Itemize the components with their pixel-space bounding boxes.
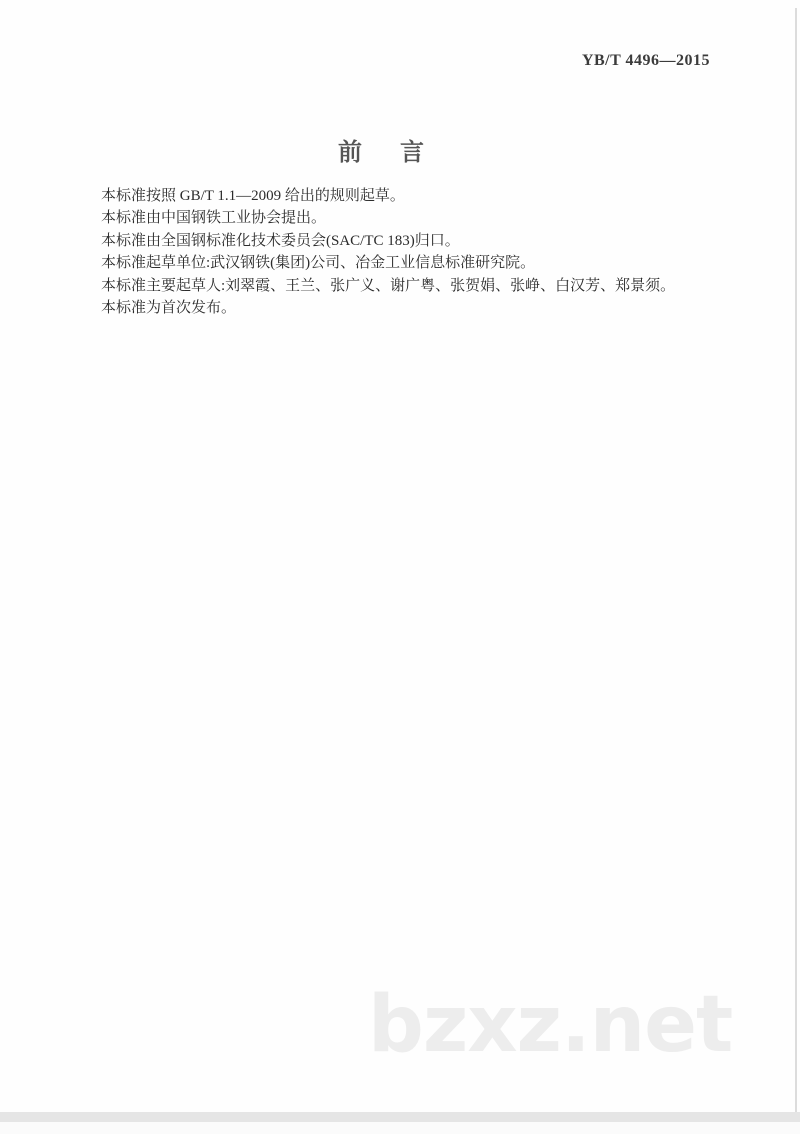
paragraph-main-drafters: 本标准主要起草人:刘翠霞、王兰、张广义、谢广粤、张贺娟、张峥、白汉芳、郑景须。 bbox=[101, 277, 676, 294]
foreword-body bbox=[101, 185, 701, 319]
paragraph-drafting-rules: 本标准按照 GB/T 1.1—2009 给出的规则起草。 bbox=[101, 188, 405, 204]
paragraph-under-jurisdiction: 本标准由全国钢标准化技术委员会(SAC/TC 183)归口。 bbox=[101, 232, 460, 249]
scan-right-edge-line bbox=[795, 8, 797, 1134]
site-watermark: bzxz.net bbox=[368, 980, 733, 1070]
paragraph-first-issue: 本标准为首次发布。 bbox=[101, 300, 237, 317]
standard-code-header: YB/T 4496—2015 bbox=[581, 52, 710, 69]
paragraph-drafting-organizations: 本标准起草单位:武汉钢铁(集团)公司、冶金工业信息标准研究院。 bbox=[101, 255, 536, 272]
scan-background-strip bbox=[0, 1122, 800, 1134]
paragraph-proposed-by: 本标准由中国钢铁工业协会提出。 bbox=[101, 210, 327, 227]
scan-bottom-edge-band bbox=[0, 1112, 800, 1122]
foreword-title: 前言 bbox=[338, 140, 462, 167]
